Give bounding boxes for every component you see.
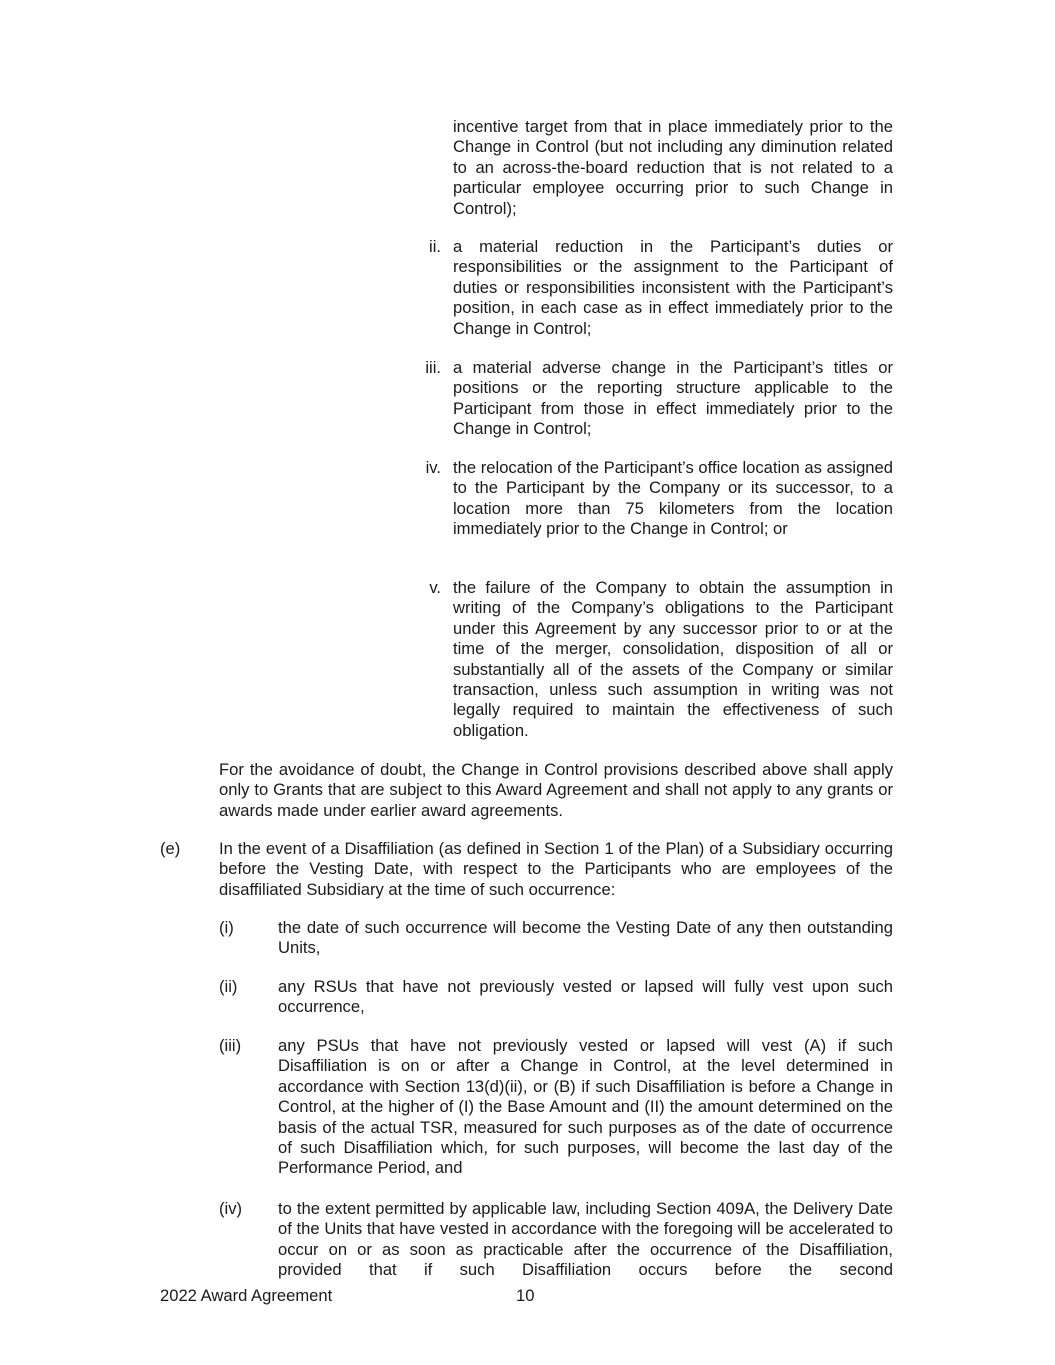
roman-item-number: iii. [425,358,441,377]
footer-document-title: 2022 Award Agreement [160,1286,333,1305]
footer-page-number: 10 [516,1286,535,1305]
subitem-number: (ii) [219,977,238,996]
avoidance-paragraph: For the avoidance of doubt, the Change in Control provisions described above shall apply only to Grants that are subject to this Award Agreement and shall not apply to any grants or awards made under earlier award agreements. [219,760,893,820]
continuation-text: incentive target from that in place immediately prior to the Change in Control (but not including any diminution related to an across-the-board reduction that is not related to a particular employee occurring prior to such Change in Control); [453,117,893,218]
section-e-label: (e) [160,839,181,858]
roman-item-number: v. [429,578,441,597]
subitem-number: (iii) [219,1036,242,1055]
roman-item-text: the relocation of the Participant’s office location as assigned to the Participant by the Company or its successor, to a location more than 75 kilometers from the location immediately prior to the Change in Control; or [453,458,893,539]
roman-item-text: the failure of the Company to obtain the assumption in writing of the Company’s obligations to the Participant under this Agreement by any successor prior to or at the time of the merger, consolidation, disposition of all or substantially all of the assets of the Company or similar transaction, unless such assumption in writing was not legally required to maintain the effectiveness of such obligation. [453,578,893,740]
subitem-text: any PSUs that have not previously vested or lapsed will vest (A) if such Disaffiliation is on or after a Change in Control, at the level determined in accordance with Section 13(d)(ii), or (B) if such Disaffiliation is before a Change in Control, at the higher of (I) the Base Amount and (II) the amount determined on the basis of the actual TSR, measured for such purposes as of the date of occurrence of such Disaffiliation which, for such purposes, will become the last day of the Performance Period, and [278,1036,893,1178]
subitem-number: (i) [219,918,234,937]
section-e-text: In the event of a Disaffiliation (as defined in Section 1 of the Plan) of a Subsidiary occurring before the Vesting Date, with respect to the Participants who are employees of the disaffiliated Subsidiary at the time of such occurrence: [219,839,893,899]
subitem-text: any RSUs that have not previously vested or lapsed will fully vest upon such occurrence, [278,977,893,1017]
roman-item-number: iv. [425,458,441,477]
roman-item-number: ii. [429,237,441,256]
subitem-text: the date of such occurrence will become the Vesting Date of any then outstanding Units, [278,918,893,958]
subitem-number: (iv) [219,1199,243,1218]
roman-item-text: a material adverse change in the Participant’s titles or positions or the reporting structure applicable to the Participant from those in effect immediately prior to the Change in Control; [453,358,893,439]
roman-item-text: a material reduction in the Participant’s duties or responsibilities or the assignment to the Participant of duties or responsibilities inconsistent with the Participant’s position, in each case as in effect immediately prior to the Change in Control; [453,237,893,338]
subitem-text: to the extent permitted by applicable law, including Section 409A, the Delivery Date of the Units that have vested in accordance with the foregoing will be accelerated to occur on or as soon as practicable after the occurrence of the Disaffiliation, provided that if such Disaffiliation occurs before the second [278,1199,893,1280]
